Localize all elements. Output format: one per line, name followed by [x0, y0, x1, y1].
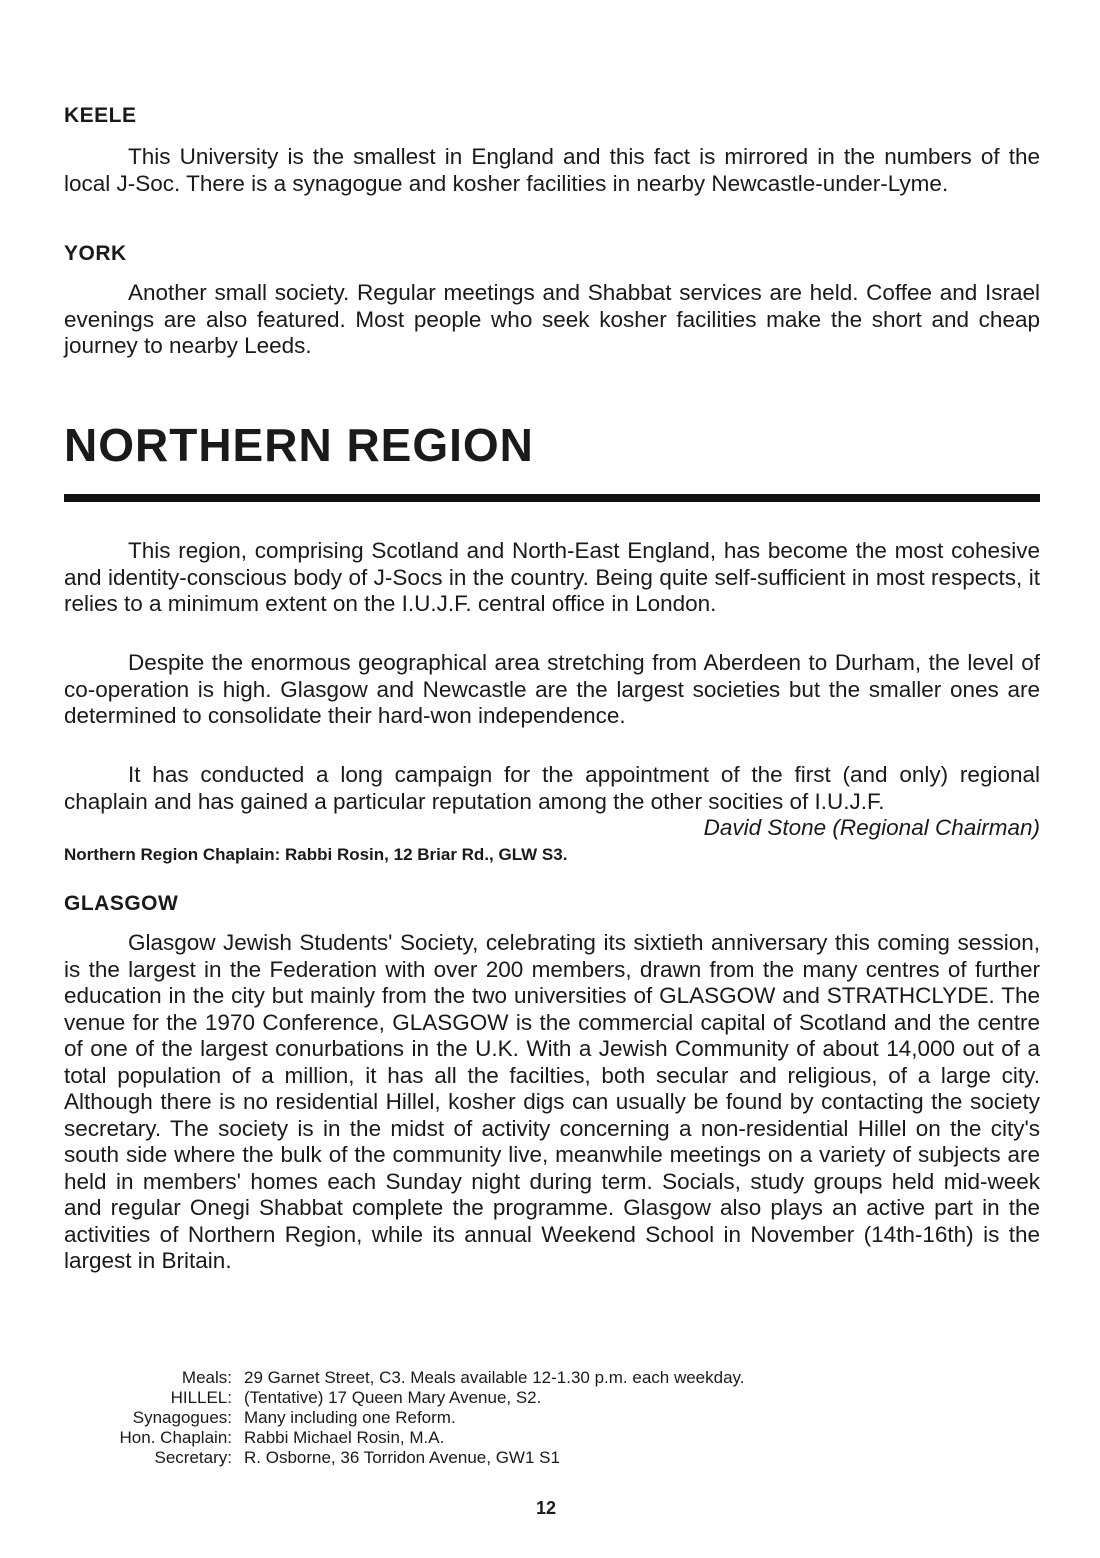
info-label: HILLEL:	[170, 1388, 232, 1407]
region-paragraph-3-text: It has conducted a long campaign for the appointment of the first (and only) regional chaplain and has gained a particular reputation among the other socities of I.U.J.F.	[64, 762, 1040, 814]
region-chaplain: Northern Region Chaplain: Rabbi Rosin, 12 Briar Rd., GLW S3.	[64, 845, 568, 864]
page-number: 12	[536, 1498, 557, 1518]
info-value: 29 Garnet Street, C3. Meals available 12-1.30 p.m. each weekday.	[244, 1368, 745, 1387]
glasgow-info	[64, 1368, 745, 1468]
glasgow-paragraph: Glasgow Jewish Students' Society, celebrating its sixtieth anniversary this coming session, is the largest in the Federation with over 200 members, drawn from the many centres of further education in the city but mainly from the two universities of GLASGOW and STRATHCLYDE. The venue for the 1970 Conference, GLASGOW is the commercial capital of Scotland and the centre of one of the largest conurbations in the U.K. With a Jewish Community of about 14,000 out of a total population of a million, it has all the facilties, both secular and religious, of a large city. Although there is no residential Hillel, kosher digs can usually be found by contacting the society secretary. The society is in the midst of activity concerning a non-residential Hillel on the city's south side where the bulk of the community live, meanwhile meetings on a variety of subjects are held in members' homes each Sunday night during term. Socials, study groups held mid-week and regular Onegi Shabbat complete the programme. Glasgow also plays an active part in the activities of Northern Region, while its annual Weekend School in November (14th-16th) is the largest in Britain.	[64, 930, 1040, 1273]
info-label: Meals:	[181, 1368, 232, 1387]
info-label: Hon. Chaplain:	[119, 1428, 232, 1447]
info-row-synagogues	[64, 1408, 745, 1428]
info-label: Synagogues:	[132, 1408, 232, 1427]
york-paragraph: Another small society. Regular meetings and Shabbat services are held. Coffee and Israel evenings are also featured. Most people who seek kosher facilities make the short and cheap journey to nearby Leeds.	[64, 280, 1040, 358]
document-page	[64, 0, 1040, 1558]
info-row-meals	[64, 1368, 745, 1388]
info-label: Secretary:	[154, 1448, 232, 1467]
info-value: Rabbi Michael Rosin, M.A.	[244, 1428, 445, 1447]
york-heading: YORK	[64, 242, 127, 265]
info-value: R. Osborne, 36 Torridon Avenue, GW1 S1	[244, 1448, 560, 1467]
info-row-chaplain	[64, 1428, 745, 1448]
keele-paragraph: This University is the smallest in England and this fact is mirrored in the numbers of the local J-Soc. There is a synagogue and kosher facilities in nearby Newcastle-under-Lyme.	[64, 144, 1040, 196]
signature: David Stone (Regional Chairman)	[703, 815, 1040, 840]
info-row-secretary	[64, 1448, 745, 1468]
region-paragraph-3	[64, 762, 1040, 842]
northern-region-title: NORTHERN REGION	[64, 419, 534, 471]
info-row-hillel	[64, 1388, 745, 1408]
section-rule	[64, 494, 1040, 502]
keele-heading: KEELE	[64, 104, 137, 127]
info-value: Many including one Reform.	[244, 1408, 456, 1427]
glasgow-heading: GLASGOW	[64, 892, 179, 915]
info-value: (Tentative) 17 Queen Mary Avenue, S2.	[244, 1388, 542, 1407]
region-paragraph-2: Despite the enormous geographical area stretching from Aberdeen to Durham, the level of co-operation is high. Glasgow and Newcastle are the largest societies but the smaller ones are determined to consolidate their hard-won independence.	[64, 650, 1040, 728]
region-paragraph-1: This region, comprising Scotland and North-East England, has become the most cohesive and identity-conscious body of J-Socs in the country. Being quite self-sufficient in most respects, it relies to a minimum extent on the I.U.J.F. central office in London.	[64, 538, 1040, 616]
